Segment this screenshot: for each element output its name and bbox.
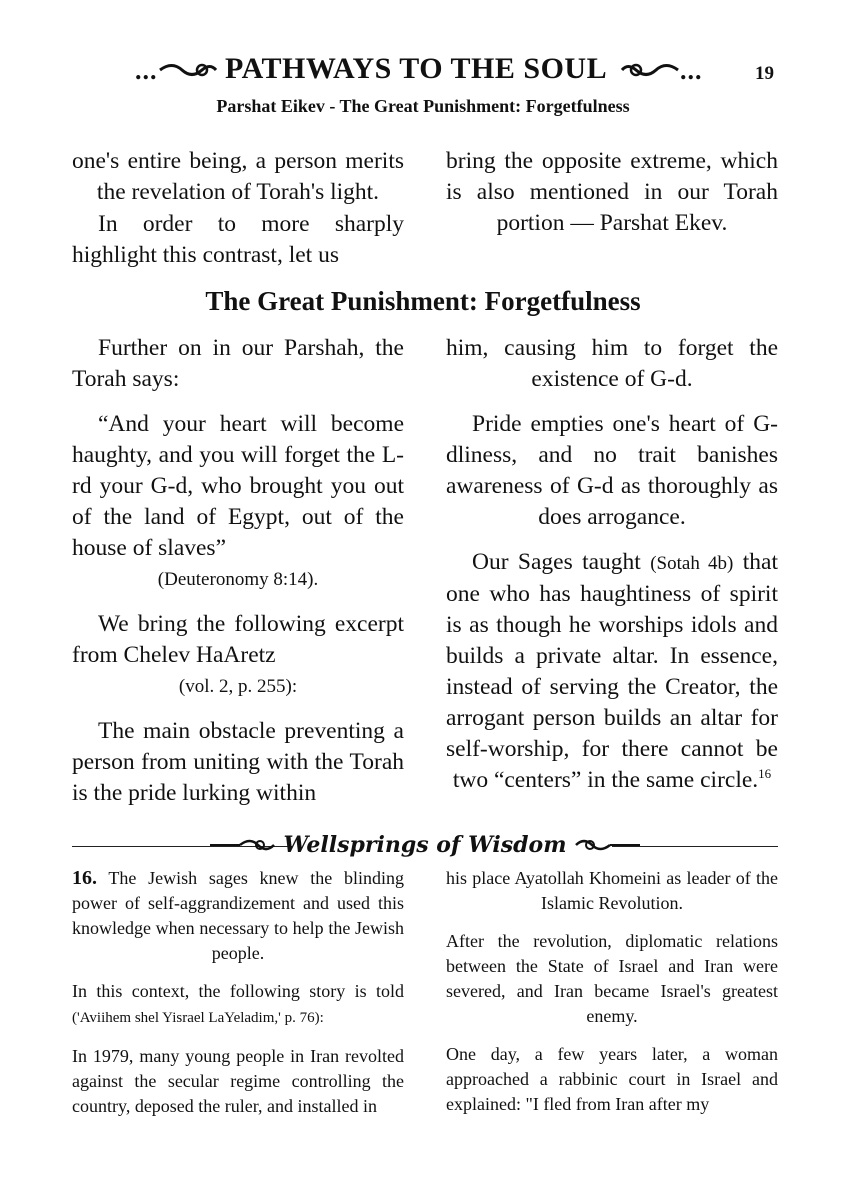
top-right-column [446, 146, 778, 239]
footnote-text: The Jewish sages knew the blinding power of self-aggrandizement and used this knowledge when necessary to help the Jewish people. [72, 868, 404, 963]
paragraph: The main obstacle preventing a person from uniting with the Torah is the pride lurking within [72, 718, 404, 806]
divider-title: Wellsprings of Wisdom [283, 832, 567, 858]
paragraph: one's entire being, a person merits the revelation of Torah's light. [72, 148, 404, 205]
footnote [72, 866, 404, 966]
footnote-reference: ('Aviihem shel Yisrael LaYeladim,' p. 76): [72, 1010, 324, 1026]
footnote-number: 16. [72, 867, 97, 889]
footnote-text: In this context, the following story is told [72, 981, 404, 1001]
paragraph [446, 547, 778, 796]
footnote-paragraph: In 1979, many young people in Iran revolted against the secular regime controlling the country, deposed the ruler, and installed in [72, 1046, 404, 1116]
running-header-title: PATHWAYS TO THE SOUL [225, 52, 608, 85]
header-ornament-right-icon: ... [620, 56, 703, 86]
footnote-right-column [446, 866, 778, 1117]
paragraph: Further on in our Parshah, the Torah says: [72, 335, 404, 392]
main-right-column [446, 333, 778, 796]
footnote-divider [72, 832, 778, 862]
page-number: 19 [755, 63, 774, 84]
paragraph: We bring the following excerpt from Chelev HaAretz [72, 611, 404, 668]
footnote-left-column [72, 866, 404, 1119]
footnote-marker[interactable]: 16 [758, 766, 772, 782]
footnote-paragraph: One day, a few years later, a woman approached a rabbinic court in Israel and explained: "I fled from Iran after my [446, 1044, 778, 1114]
footnote-paragraph: After the revolution, diplomatic relations between the State of Israel and Iran were severed, and Iran became Israel's greatest enemy. [446, 931, 778, 1026]
main-left-column [72, 333, 404, 809]
paragraph: Pride empties one's heart of G-dliness, and no trait banishes awareness of G-d as thoroughly as does arrogance. [446, 411, 778, 530]
scripture-quote: “And your heart will become haughty, and you will forget the L-rd your G-d, who brought you out of the land of Egypt, out of the house of slaves” [72, 411, 404, 561]
footnote-paragraph [72, 979, 404, 1031]
paragraph: bring the opposite extreme, which is also mentioned in our Torah portion — Parshat Ekev. [446, 148, 778, 236]
divider-ornament-left-icon [210, 832, 276, 858]
footnote-paragraph: his place Ayatollah Khomeini as leader of the Islamic Revolution. [446, 868, 778, 913]
source-reference: (Sotah 4b) [650, 553, 734, 574]
paragraph: In order to more sharply highlight this contrast, let us [72, 211, 404, 268]
top-left-column [72, 146, 404, 271]
header-ornament-left-icon: ... [135, 56, 218, 86]
running-header [0, 50, 846, 90]
source-reference: (vol. 2, p. 255): [178, 676, 298, 697]
quote-reference: (Deuteronomy 8:14). [157, 569, 319, 590]
paragraph: him, causing him to forget the existence of G-d. [446, 335, 778, 392]
section-heading: The Great Punishment: Forgetfulness [205, 286, 641, 316]
paragraph-rest: that one who has haughtiness of spirit is as though he worships idols and builds a private altar. In essence, instead of serving the Creator, the arrogant person builds an altar for self-worship, for there cannot be two “centers” in the same circle. [446, 549, 779, 793]
divider-ornament-right-icon [574, 832, 640, 858]
paragraph-start: Our Sages taught [472, 549, 641, 575]
chapter-subtitle: Parshat Eikev - The Great Punishment: Forgetfulness [216, 96, 630, 116]
